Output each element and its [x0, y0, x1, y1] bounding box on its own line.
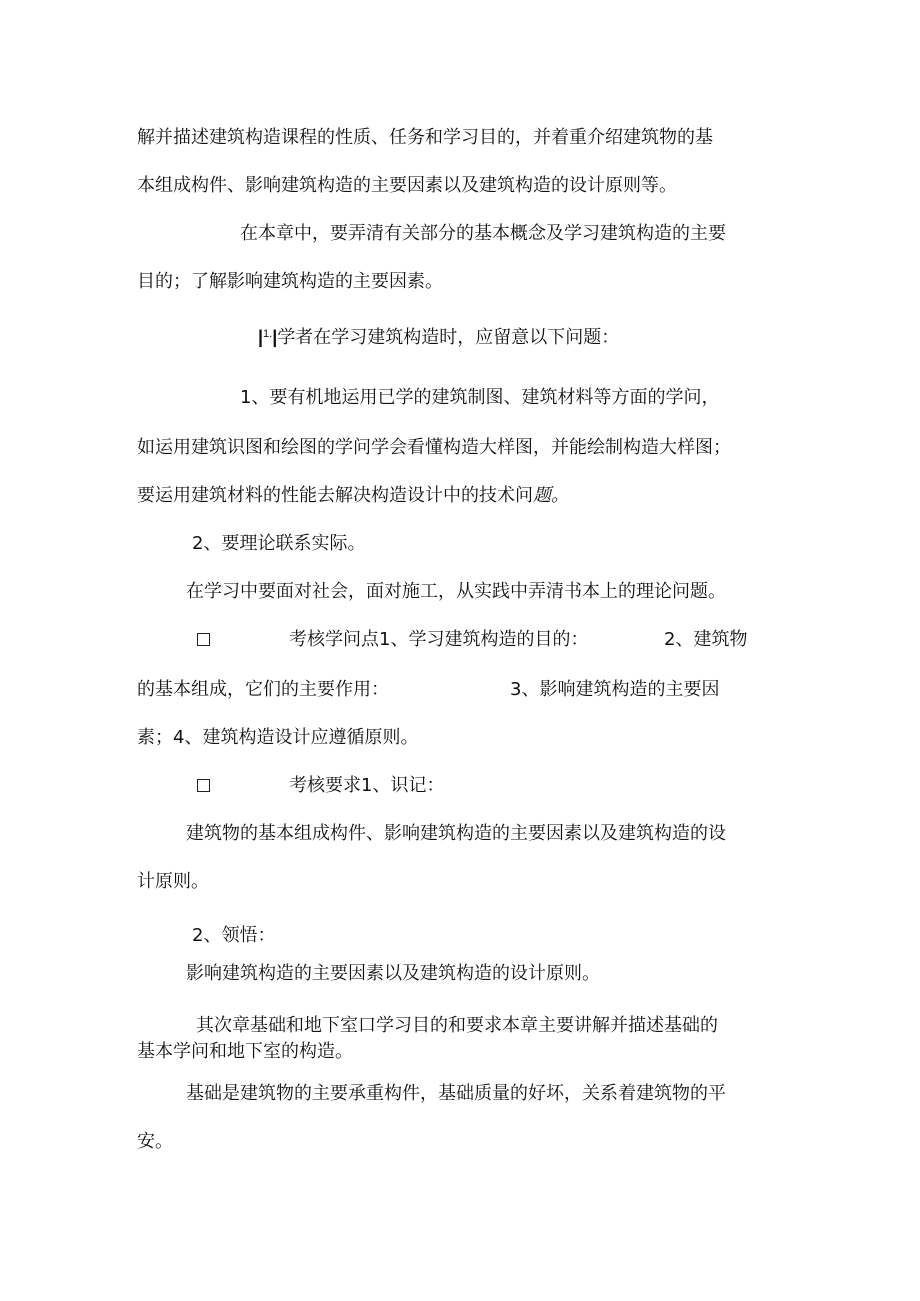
- para-2-line-2: 目的；了解影响建筑构造的主要因素。: [137, 271, 443, 292]
- checkbox-icon: [197, 633, 210, 646]
- section-marker: $|^{1.}|$: [258, 327, 278, 347]
- checkbox-icon: [197, 779, 210, 792]
- para-4-line-2: 如运用建筑识图和绘图的学问学会看懂构造大样图，并能绘制构造大样图；: [137, 437, 731, 458]
- para-2-line-1: 在本章中，要弄清有关部分的基本概念及学习建筑构造的主要: [240, 223, 726, 244]
- para-8: 考核要求1、识记：: [289, 775, 445, 796]
- para-12-line-2: 基本学问和地下室的构造。: [137, 1041, 353, 1062]
- para-3: [258, 322, 619, 350]
- para-3-text: 学者在学习建筑构造时，应留意以下问题：: [277, 327, 620, 348]
- para-9-line-1: 建筑物的基本组成构件、影响建筑构造的主要因素以及建筑构造的设: [186, 823, 726, 844]
- para-5: 2、要理论联系实际。: [192, 533, 366, 554]
- para-6: 在学习中要面对社会，面对施工，从实践中弄清书本上的理论问题。: [186, 581, 726, 602]
- para-13-line-2: 安。: [137, 1131, 173, 1152]
- para-7-a: 考核学问点1、学习建筑构造的目的：: [289, 629, 589, 650]
- para-13-line-1: 基础是建筑物的主要承重构件，基础质量的好坏，关系着建筑物的平: [186, 1083, 726, 1104]
- para-1-line-1: 解并描述建筑构造课程的性质、任务和学习目的，并着重介绍建筑物的基: [137, 127, 713, 148]
- para-10: 2、领悟：: [192, 925, 276, 946]
- para-4-line-3-italic: 题。: [533, 485, 569, 506]
- para-4-line-3-main: 要运用建筑材料的性能去解决构造设计中的技术问: [137, 485, 533, 506]
- para-12-line-1: 其次章基础和地下室口学习目的和要求本章主要讲解并描述基础的: [196, 1015, 718, 1036]
- para-1-line-2: 本组成构件、影响建筑构造的主要因素以及建筑构造的设计原则等。: [137, 175, 677, 196]
- para-9-line-2: 计原则。: [137, 871, 209, 892]
- para-7-b: 2、建筑物: [664, 629, 748, 650]
- para-7-c: 的基本组成，它们的主要作用：: [137, 679, 389, 700]
- para-4-line-3: [137, 484, 569, 508]
- para-4-line-1: 1、要有机地运用已学的建筑制图、建筑材料等方面的学问，: [240, 387, 720, 408]
- para-7-d: 3、影响建筑构造的主要因: [510, 679, 720, 700]
- para-11: 影响建筑构造的主要因素以及建筑构造的设计原则。: [186, 963, 600, 984]
- para-7-e: 素；4、建筑构造设计应遵循原则。: [137, 727, 419, 748]
